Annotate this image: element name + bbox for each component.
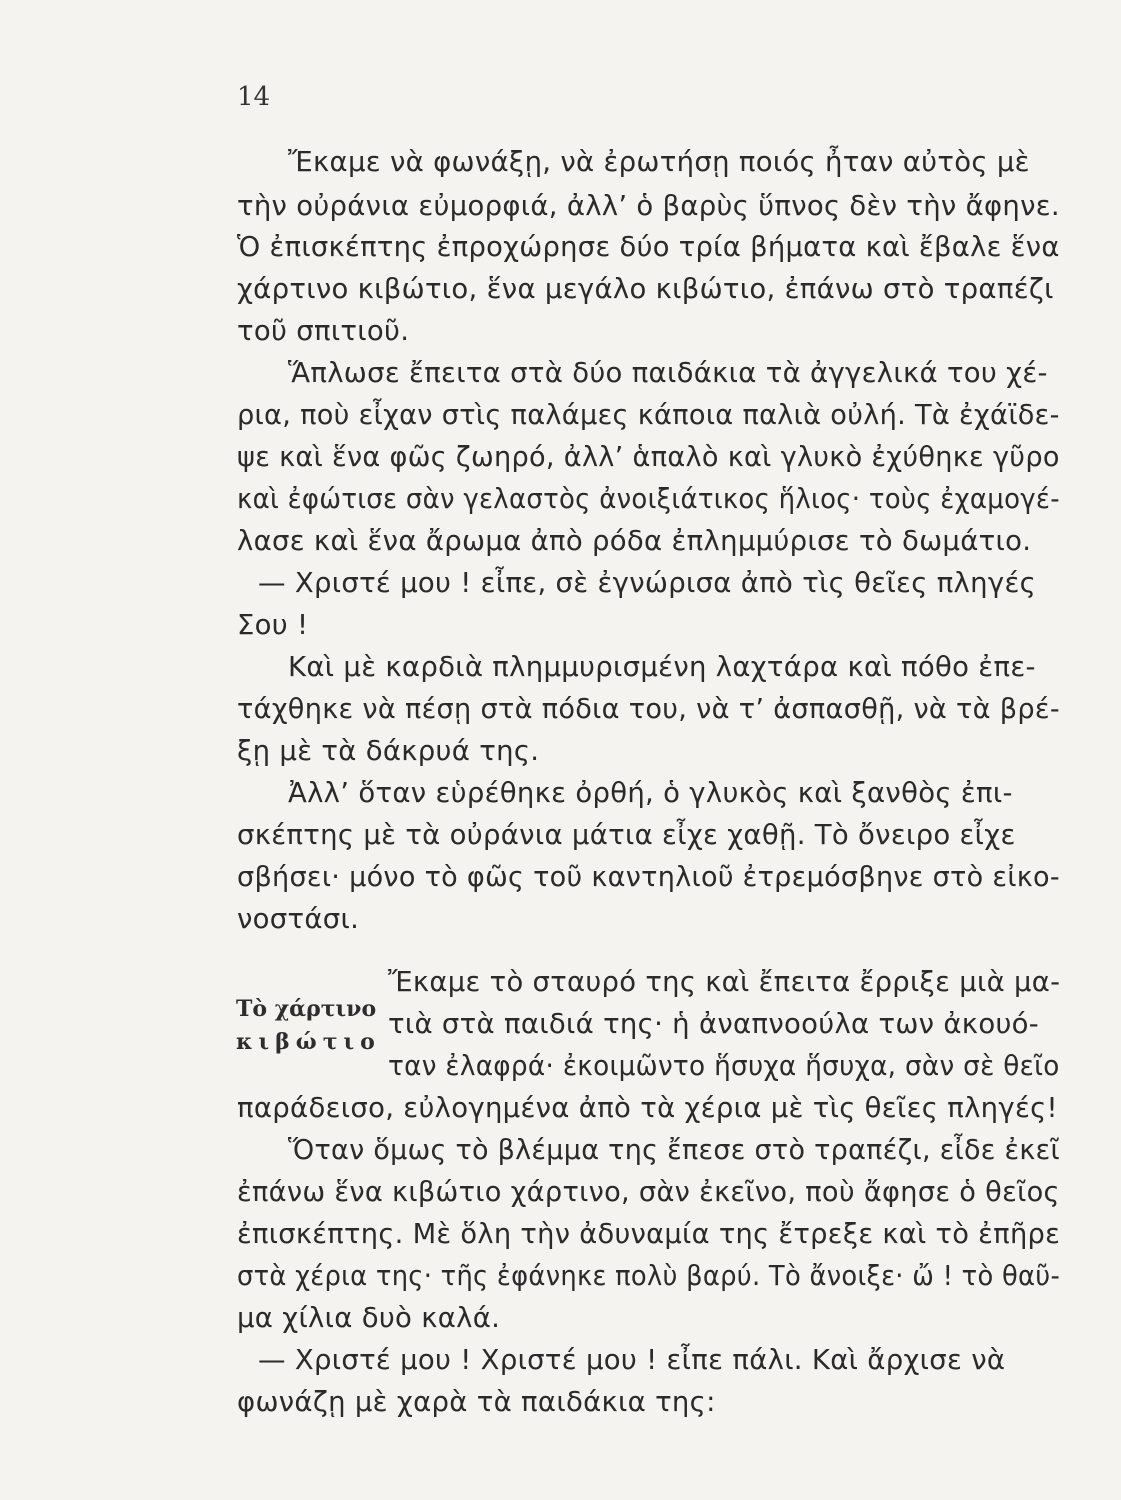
text-line: ρια, ποὺ εἶχαν στὶς παλάμες κάποια παλιὰ οὐλή. Τὰ ἐχάϊδε- [237, 399, 1060, 431]
text-line: τὴν οὐράνια εὐμορφιά, ἀλλ’ ὁ βαρὺς ὕπνος δὲν τὴν ἄφηνε. [237, 190, 1060, 222]
text-line: Καὶ μὲ καρδιὰ πλημμυρισμένη λαχτάρα καὶ πόθο ἐπε- [288, 651, 1036, 683]
text-line: Ἔκαμε τὸ σταυρό της καὶ ἔπειτα ἔρριξε μιὰ μα- [388, 966, 1061, 998]
text-line: Ἅπλωσε ἔπειτα στὰ δύο παιδάκια τὰ ἀγγελικά του χέ- [288, 357, 1048, 389]
text-line: ξῃ μὲ τὰ δάκρυά της. [237, 735, 540, 767]
text-line: τάχθηκε νὰ πέσῃ στὰ πόδια του, νὰ τ’ ἀσπασθῇ, νὰ τὰ βρέ- [237, 693, 1060, 725]
text-line: Ἔκαμε νὰ φωνάξῃ, νὰ ἐρωτήσῃ ποιός ἦταν αὐτὸς μὲ [288, 146, 1030, 178]
text-line: Ὅταν ὅμως τὸ βλέμμα της ἔπεσε στὸ τραπέζι, εἶδε ἐκεῖ [288, 1134, 1060, 1166]
text-line: σκέπτης μὲ τὰ οὐράνια μάτια εἶχε χαθῇ. Τὸ ὄνειρο εἶχε [237, 819, 1016, 851]
text-line: σβήσει· μόνο τὸ φῶς τοῦ καντηλιοῦ ἐτρεμόσβηνε στὸ εἰκο- [237, 861, 1060, 893]
text-line: Σου ! [237, 609, 309, 641]
text-line: χάρτινο κιβώτιο, ἕνα μεγάλο κιβώτιο, ἐπάνω στὸ τραπέζι [237, 273, 1054, 305]
side-heading-line1: Τὸ χάρτινο [236, 996, 377, 1022]
text-line: φωνάζῃ μὲ χαρὰ τὰ παιδάκια της: [237, 1386, 716, 1418]
text-line: μα χίλια δυὸ καλά. [237, 1302, 501, 1334]
text-line: Ἀλλ’ ὅταν εὑρέθηκε ὀρθή, ὁ γλυκὸς καὶ ξανθὸς ἐπι- [288, 777, 1013, 809]
text-line: παράδεισο, εὐλογημένα ἀπὸ τὰ χέρια μὲ τὶς θεῖες πληγές! [237, 1092, 1058, 1124]
text-line: — Χριστέ μου ! Χριστέ μου ! εἶπε πάλι. Καὶ ἄρχισε νὰ [258, 1344, 1006, 1376]
text-line: ἐπάνω ἕνα κιβώτιο χάρτινο, σὰν ἐκεῖνο, ποὺ ἄφησε ὁ θεῖος [237, 1176, 1060, 1208]
text-line: — Χριστέ μου ! εἶπε, σὲ ἐγνώρισα ἀπὸ τὶς θεῖες πληγές [258, 567, 1037, 599]
text-line: στὰ χέρια της· τῆς ἐφάνηκε πολὺ βαρύ. Τὸ ἄνοιξε· ὤ ! τὸ θαῦ- [237, 1260, 1061, 1292]
text-line: τοῦ σπιτιοῦ. [237, 315, 410, 347]
side-heading-line2: κιβώτιο [236, 1029, 381, 1055]
text-line: τιὰ στὰ παιδιά της· ἡ ἀναπνοούλα των ἀκουό- [388, 1008, 1039, 1040]
text-line: ψε καὶ ἕνα φῶς ζωηρό, ἀλλ’ ἁπαλὸ καὶ γλυκὸ ἐχύθηκε γῦρο [237, 441, 1060, 473]
text-line: ταν ἐλαφρά· ἐκοιμῶντο ἥσυχα ἥσυχα, σὰν σὲ θεῖο [388, 1050, 1060, 1082]
page-number: 14 [237, 82, 271, 112]
text-line: Ὁ ἐπισκέπτης ἐπροχώρησε δύο τρία βήματα καὶ ἔβαλε ἕνα [237, 231, 1060, 263]
text-line: λασε καὶ ἕνα ἄρωμα ἀπὸ ρόδα ἐπλημμύρισε τὸ δωμάτιο. [237, 525, 1032, 557]
text-line: ἐπισκέπτης. Μὲ ὅλη τὴν ἀδυναμία της ἔτρεξε καὶ τὸ ἐπῆρε [237, 1218, 1061, 1250]
text-line: νοστάσι. [237, 903, 360, 935]
text-line: καὶ ἐφώτισε σὰν γελαστὸς ἀνοιξιάτικος ἥλιος· τοὺς ἐχαμογέ- [237, 483, 1060, 515]
